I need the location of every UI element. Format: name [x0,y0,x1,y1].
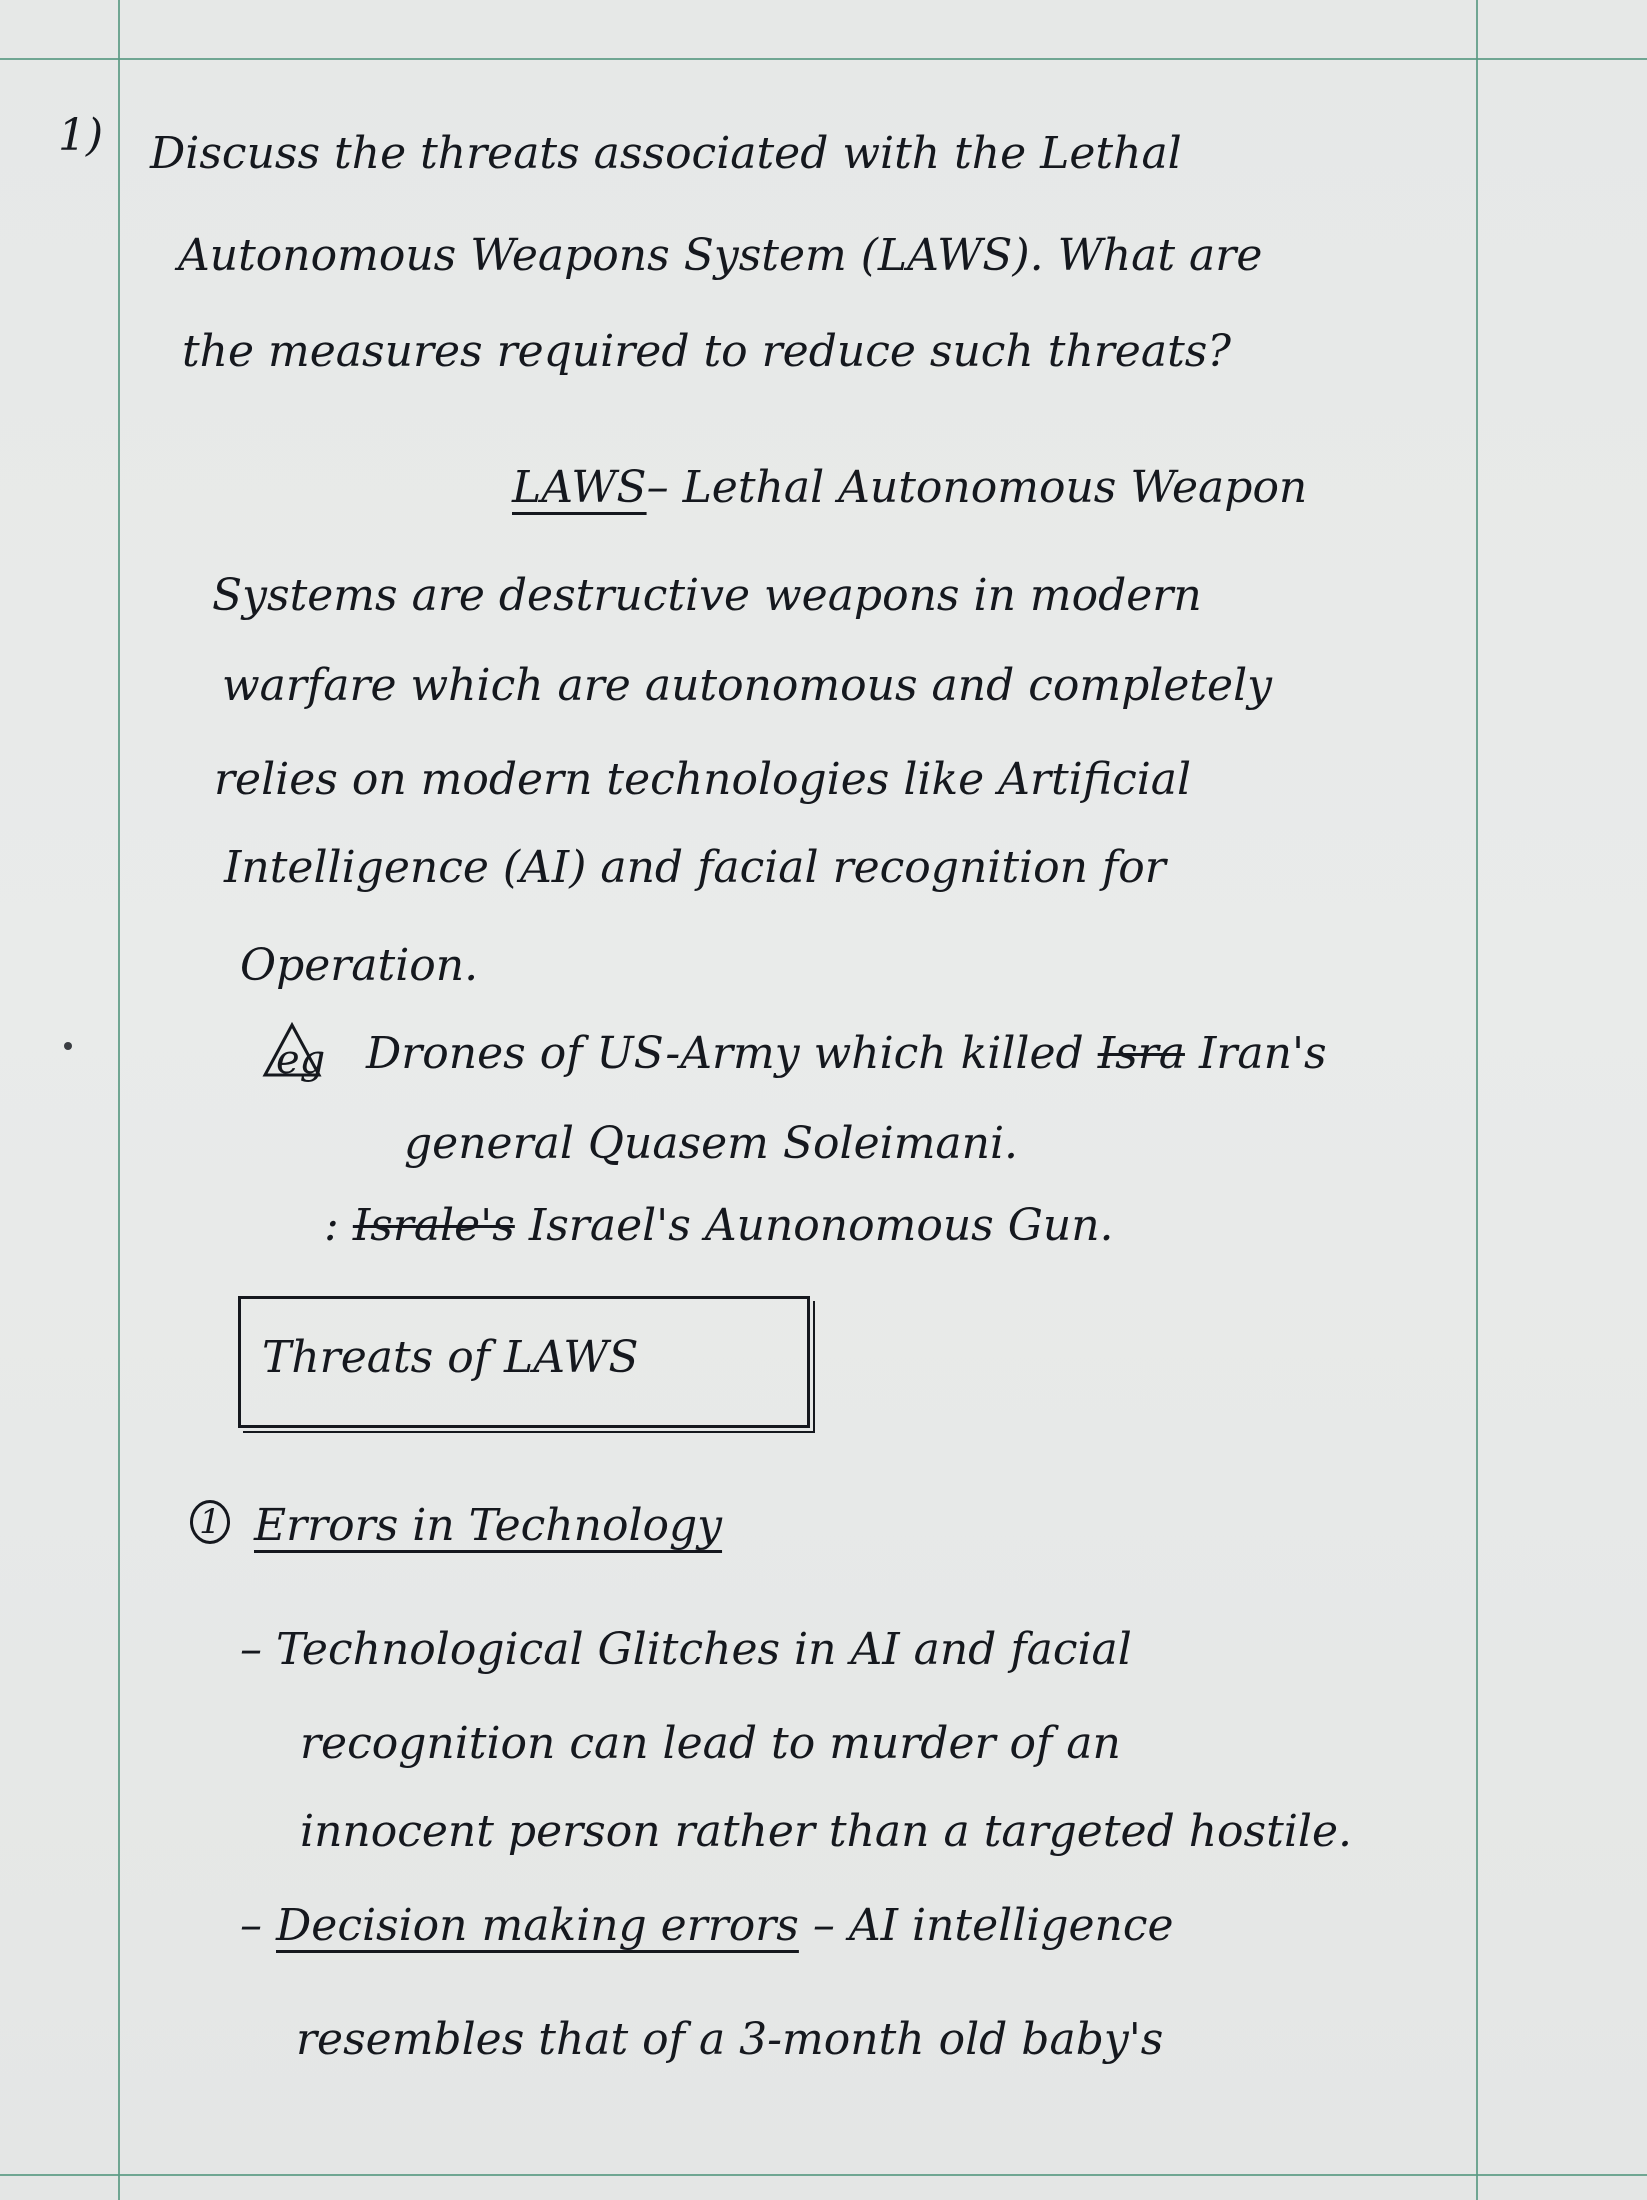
question-line-2: Autonomous Weapons System (LAWS). What are [178,230,1263,281]
intro-line-3: warfare which are autonomous and completely [222,660,1273,711]
intro-first-line [512,462,1308,513]
margin-line-left [118,0,120,2200]
point-1-title [254,1500,723,1551]
stray-dot [64,1042,72,1050]
example-line-3-struck: Israle's [352,1200,515,1251]
page-rule-bottom [0,2174,1647,2176]
intro-line-6: Operation. [240,940,479,991]
example-line-1-struck: Isra [1097,1028,1185,1079]
intro-line-5: Intelligence (AI) and facial recognition for [224,842,1166,893]
bullet-2-line-2: resembles that of a 3-month old baby's [296,2014,1164,2065]
laws-expansion: – Lethal Autonomous Weapon [646,462,1308,513]
intro-line-2: Systems are destructive weapons in modern [212,570,1202,621]
example-line-2: general Quasem Soleimani. [404,1118,1019,1169]
example-line-1-end: Iran's [1198,1028,1327,1079]
bullet-2-rest: – AI intelligence [798,1900,1174,1951]
example-line-1-text: Drones of US-Army which killed [366,1028,1084,1079]
intro-line-4: relies on modern technologies like Artificial [214,754,1192,805]
example-line-1 [366,1028,1327,1079]
margin-line-right [1476,0,1478,2200]
section-heading: Threats of LAWS [262,1332,639,1383]
page-rule-top [0,58,1647,60]
bullet-2-head: Decision making errors [276,1900,799,1951]
bullet-1-line-1: – Technological Glitches in AI and facial [240,1624,1132,1675]
laws-heading: LAWS [512,462,647,513]
example-line-3-prefix: : [324,1200,339,1251]
bullet-1-line-3: innocent person rather than a targeted hostile. [300,1806,1352,1857]
question-number: 1) [58,110,104,161]
example-line-3 [324,1200,1114,1251]
example-line-3-text: Israel's Aunonomous Gun. [528,1200,1114,1251]
point-1-title-text: Errors in Technology [254,1500,723,1551]
bullet-2-line-1: – Decision making errors – AI intelligence [240,1900,1174,1951]
example-tag: eg [276,1037,326,1083]
point-1-number: 1 [190,1500,230,1544]
bullet-1-line-2: recognition can lead to murder of an [300,1718,1121,1769]
question-line-1: Discuss the threats associated with the Lethal [150,128,1182,179]
question-line-3: the measures required to reduce such threats? [182,326,1231,377]
